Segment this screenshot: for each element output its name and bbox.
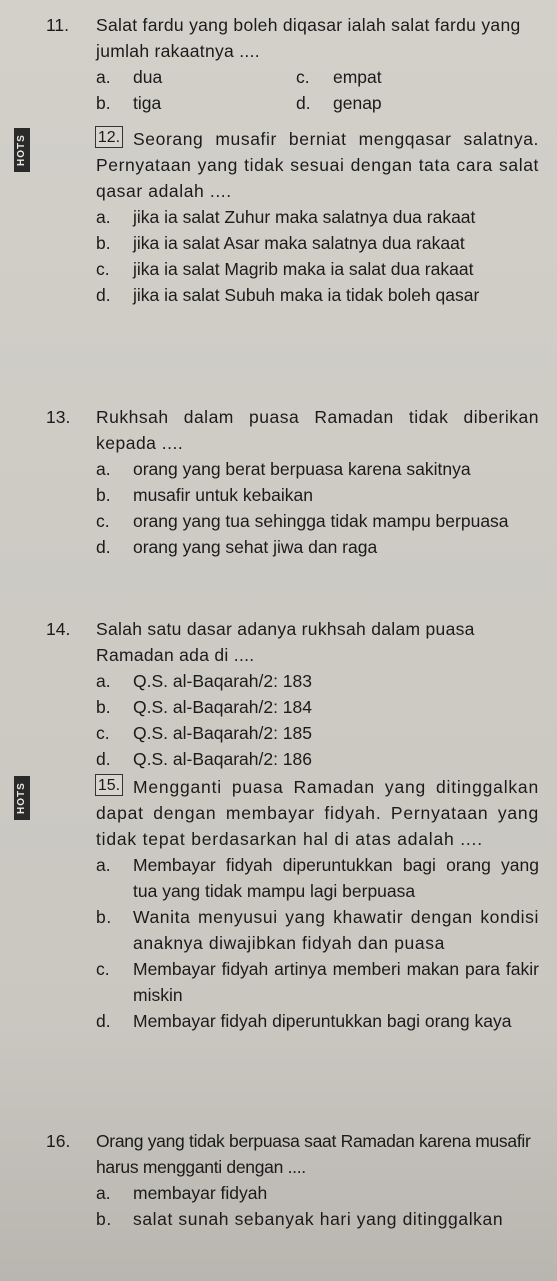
- question-15: [0, 774, 557, 1034]
- hots-badge: HOTS: [14, 128, 30, 172]
- option-d: d. jika ia salat Subuh maka ia tidak boleh qasar: [96, 285, 480, 305]
- option-a: a. Membayar fidyah diperuntukkan bagi orang yang tua yang tidak mampu lagi berpuasa: [96, 855, 539, 901]
- options-list: [96, 852, 557, 1034]
- question-number: 12.: [95, 126, 123, 148]
- question-number: 13.: [46, 407, 71, 427]
- option-c: c. Membayar fidyah artinya memberi makan para fakir miskin: [96, 959, 539, 1005]
- question-number: 16.: [46, 1131, 71, 1151]
- option-d: d. orang yang sehat jiwa dan raga: [96, 537, 378, 557]
- option-d: d. Membayar fidyah diperuntukkan bagi orang kaya: [96, 1011, 512, 1031]
- option-a: a. Q.S. al-Baqarah/2: 183: [96, 671, 312, 691]
- options-list: [96, 456, 557, 560]
- option-b: b. jika ia salat Asar maka salatnya dua rakaat: [96, 233, 465, 253]
- option-b: b. salat sunah sebanyak hari yang ditinggalkan: [96, 1209, 504, 1229]
- option-b: b. Q.S. al-Baqarah/2: 184: [96, 697, 312, 717]
- question-13: [0, 404, 557, 560]
- question-11: [0, 12, 557, 116]
- options-grid: a. dua c. empat b. tiga d. genap: [96, 67, 382, 113]
- options-list: [96, 204, 557, 308]
- question-stem: Mengganti puasa Ramadan yang ditinggalkan dapat dengan membayar fidyah. Pernyataan yang tidak tepat berdasarkan hal di atas adalah ....: [96, 777, 539, 849]
- option-a: a. jika ia salat Zuhur maka salatnya dua rakaat: [96, 207, 476, 227]
- question-14: [0, 616, 557, 772]
- option-c: c. orang yang tua sehingga tidak mampu berpuasa: [96, 511, 509, 531]
- option-c: c. jika ia salat Magrib maka ia salat dua rakaat: [96, 259, 474, 279]
- question-12: [0, 126, 557, 308]
- option-b: b. musafir untuk kebaikan: [96, 485, 313, 505]
- question-stem: Seorang musafir berniat mengqasar salatnya. Pernyataan yang tidak sesuai dengan tata cara salat qasar adalah ....: [96, 129, 539, 201]
- option-a: a. membayar fidyah: [96, 1183, 268, 1203]
- hots-badge: HOTS: [14, 776, 30, 820]
- question-16: [0, 1128, 557, 1232]
- option-b: b. Wanita menyusui yang khawatir dengan kondisi anaknya diwajibkan fidyah dan puasa: [96, 907, 539, 953]
- question-stem: Salah satu dasar adanya rukhsah dalam puasa Ramadan ada di ....: [96, 619, 475, 665]
- question-stem: Orang yang tidak berpuasa saat Ramadan karena musafir harus mengganti dengan ....: [96, 1131, 531, 1177]
- question-stem: Rukhsah dalam puasa Ramadan tidak diberikan kepada ....: [96, 407, 539, 453]
- question-number: 14.: [46, 619, 71, 639]
- option-a: a. orang yang berat berpuasa karena sakitnya: [96, 459, 471, 479]
- option-d: d. Q.S. al-Baqarah/2: 186: [96, 749, 312, 769]
- question-number: 11.: [46, 15, 70, 35]
- question-stem: Salat fardu yang boleh diqasar ialah salat fardu yang jumlah rakaatnya ....: [96, 15, 521, 61]
- option-c: c. Q.S. al-Baqarah/2: 185: [96, 723, 312, 743]
- question-number: 15.: [95, 774, 123, 796]
- options-list: [96, 668, 557, 772]
- options-list: [96, 1180, 557, 1232]
